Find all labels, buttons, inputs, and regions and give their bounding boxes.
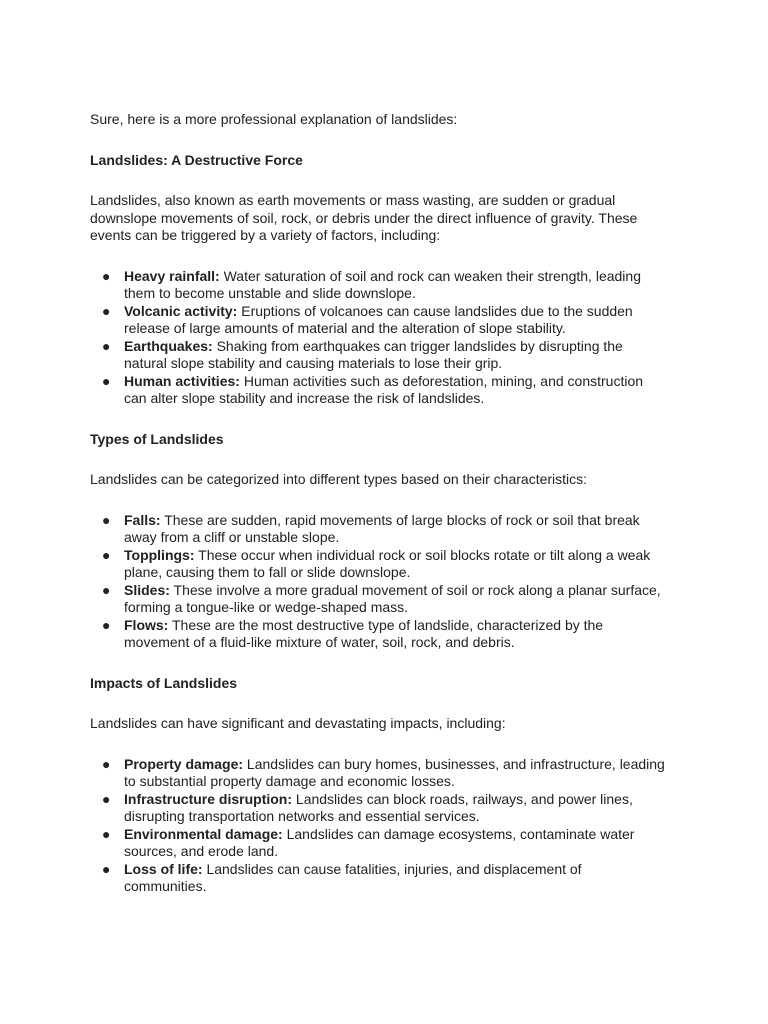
list-item-text: Landslides can bury homes, businesses, and infrastructure, leading to substantial property damage and economic losses. (124, 755, 665, 789)
list-item-text: Eruptions of volcanoes can cause landslides due to the sudden release of large amounts of material and the alteration of slope stability. (124, 302, 633, 336)
list-item-term: Environmental damage: (124, 825, 283, 842)
list-item-term: Infrastructure disruption: (124, 790, 293, 807)
bullet-icon: ● (102, 372, 111, 389)
bullet-list (90, 756, 665, 896)
section-paragraph: Landslides can have significant and devastating impacts, including: (90, 715, 506, 731)
list-item (90, 268, 665, 303)
list-item-term: Property damage: (124, 755, 244, 772)
bullet-icon: ● (102, 302, 111, 319)
list-item-text: Human activities such as deforestation, mining, and construction can alter slope stability and increase the risk of landslides. (124, 372, 644, 406)
bullet-icon: ● (102, 267, 111, 284)
bullet-icon: ● (102, 860, 111, 877)
list-item (90, 303, 665, 338)
intro-text: Sure, here is a more professional explanation of landslides: (90, 111, 458, 127)
bullet-icon: ● (102, 825, 111, 842)
list-item-term: Heavy rainfall: (124, 267, 220, 284)
bullet-icon: ● (102, 616, 111, 633)
list-item-text: Landslides can cause fatalities, injuries, and displacement of communities. (124, 860, 582, 894)
bullet-icon: ● (102, 546, 111, 563)
list-item-text: These occur when individual rock or soil blocks rotate or tilt along a weak plane, causing them to fall or slide downslope. (124, 546, 651, 580)
bullet-icon: ● (102, 790, 111, 807)
list-item-text: These are the most destructive type of landslide, characterized by the movement of a fluid-like mixture of water, soil, rock, and debris. (124, 616, 604, 650)
section-heading: Landslides: A Destructive Force (90, 151, 303, 168)
list-item (90, 791, 665, 826)
list-item-text: Landslides can block roads, railways, and power lines, disrupting transportation networks and essential services. (124, 790, 633, 824)
bullet-icon: ● (102, 337, 111, 354)
list-item-term: Loss of life: (124, 860, 203, 877)
list-item-term: Human activities: (124, 372, 240, 389)
list-item-text: Landslides can damage ecosystems, contaminate water sources, and erode land. (124, 825, 635, 859)
section-heading: Impacts of Landslides (90, 674, 238, 691)
list-item-text: Shaking from earthquakes can trigger landslides by disrupting the natural slope stability and causing materials to lose their grip. (124, 337, 623, 371)
list-item (90, 826, 665, 861)
list-item (90, 547, 665, 582)
section-paragraph: Landslides, also known as earth movements or mass wasting, are sudden or gradual downslope movements of soil, rock, or debris under the direct influence of gravity. These events can be triggered by a variety of factors, including: (90, 192, 638, 243)
bullet-list (90, 512, 665, 652)
list-item-term: Volcanic activity: (124, 302, 238, 319)
section-heading: Types of Landslides (90, 430, 224, 447)
list-item-text: Water saturation of soil and rock can weaken their strength, leading them to become unstable and slide downslope. (124, 267, 641, 301)
list-item-term: Flows: (124, 616, 169, 633)
list-item (90, 373, 665, 408)
bullet-list (90, 268, 665, 408)
list-item-term: Earthquakes: (124, 337, 213, 354)
list-item (90, 582, 665, 617)
list-item-text: These involve a more gradual movement of soil or rock along a planar surface, forming a tongue-like or wedge-shaped mass. (124, 581, 661, 615)
list-item-term: Falls: (124, 511, 161, 528)
bullet-icon: ● (102, 511, 111, 528)
list-item (90, 512, 665, 547)
list-item-text: These are sudden, rapid movements of large blocks of rock or soil that break away from a cliff or unstable slope. (124, 511, 640, 545)
section-paragraph: Landslides can be categorized into different types based on their characteristics: (90, 471, 588, 487)
list-item (90, 617, 665, 652)
bullet-icon: ● (102, 755, 111, 772)
bullet-icon: ● (102, 581, 111, 598)
list-item-term: Topplings: (124, 546, 195, 563)
list-item-term: Slides: (124, 581, 170, 598)
list-item (90, 861, 665, 896)
list-item (90, 756, 665, 791)
list-item (90, 338, 665, 373)
document-page (90, 111, 665, 919)
